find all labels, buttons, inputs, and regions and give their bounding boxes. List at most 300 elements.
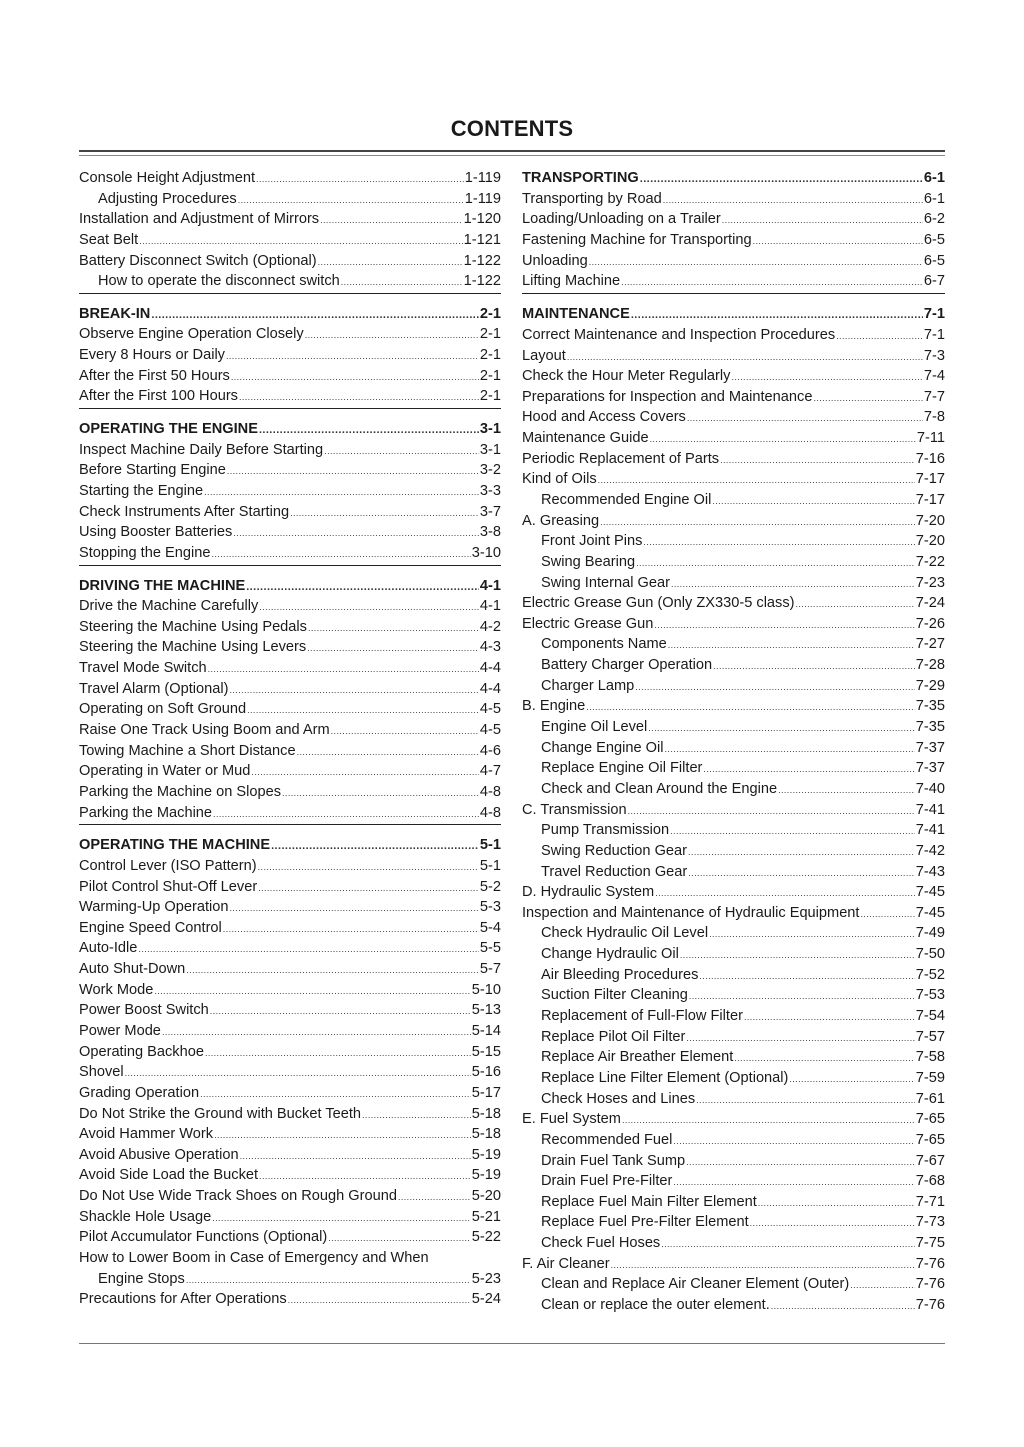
toc-entry[interactable] bbox=[522, 1068, 945, 1089]
toc-entry[interactable] bbox=[522, 655, 945, 676]
dot-leader bbox=[686, 1027, 914, 1049]
toc-entry-page: 3-8 bbox=[479, 524, 501, 541]
toc-entry[interactable] bbox=[79, 741, 501, 762]
toc-entry-page: 7-52 bbox=[915, 966, 945, 983]
dot-leader bbox=[670, 820, 915, 842]
dot-leader bbox=[205, 1042, 471, 1064]
dot-leader bbox=[713, 655, 915, 677]
toc-entry-page: 4-4 bbox=[479, 660, 501, 677]
toc-entry-page: 7-16 bbox=[915, 450, 945, 467]
toc-entry-page: 4-5 bbox=[479, 701, 501, 718]
toc-entry-page: 7-28 bbox=[915, 657, 945, 674]
toc-entry-page: 7-11 bbox=[916, 430, 945, 447]
toc-entry[interactable] bbox=[79, 1165, 501, 1186]
toc-entry-title: Hood and Access Covers bbox=[522, 409, 686, 426]
toc-entry-page: 7-68 bbox=[915, 1173, 945, 1190]
toc-entry-title: Stopping the Engine bbox=[79, 544, 211, 561]
toc-entry[interactable] bbox=[522, 407, 945, 428]
toc-left-column bbox=[79, 168, 501, 1310]
toc-entry-page: 7-27 bbox=[915, 636, 945, 653]
toc-entry[interactable] bbox=[79, 938, 501, 959]
toc-entry[interactable] bbox=[79, 782, 501, 803]
toc-entry-page: 7-37 bbox=[915, 739, 945, 756]
toc-entry-page: 4-3 bbox=[479, 639, 501, 656]
toc-entry[interactable] bbox=[522, 428, 945, 449]
toc-entry[interactable] bbox=[522, 271, 945, 292]
toc-entry[interactable] bbox=[522, 1295, 945, 1316]
toc-entry-title: Pilot Accumulator Functions (Optional) bbox=[79, 1229, 328, 1246]
toc-entry[interactable] bbox=[79, 1021, 501, 1042]
dot-leader bbox=[227, 460, 479, 482]
toc-entry-page: 7-40 bbox=[915, 780, 945, 797]
dot-leader bbox=[688, 862, 915, 884]
toc-entry[interactable] bbox=[79, 761, 501, 782]
toc-entry-title: Power Boost Switch bbox=[79, 1002, 209, 1019]
toc-entry-page: 7-75 bbox=[915, 1235, 945, 1252]
toc-entry-page: 5-13 bbox=[471, 1002, 501, 1019]
toc-entry-title: Avoid Hammer Work bbox=[79, 1126, 214, 1143]
toc-entry-page: 7-57 bbox=[915, 1028, 945, 1045]
toc-entry-title: Avoid Abusive Operation bbox=[79, 1146, 239, 1163]
dot-leader bbox=[687, 407, 923, 429]
dot-leader bbox=[307, 637, 479, 659]
dot-leader bbox=[341, 271, 463, 293]
toc-entry[interactable] bbox=[79, 856, 501, 877]
toc-entry-page: 6-5 bbox=[923, 252, 945, 269]
toc-entry-page: 7-45 bbox=[915, 904, 945, 921]
dot-leader bbox=[836, 325, 923, 347]
toc-entry-title: Travel Mode Switch bbox=[79, 660, 207, 677]
toc-entry-title: Maintenance Guide bbox=[522, 430, 649, 447]
page-title: CONTENTS bbox=[450, 116, 574, 141]
toc-entry[interactable] bbox=[522, 696, 945, 717]
toc-entry-title: Components Name bbox=[541, 636, 667, 653]
toc-entry[interactable] bbox=[522, 1254, 945, 1275]
toc-entry[interactable] bbox=[522, 1047, 945, 1068]
toc-entry[interactable] bbox=[79, 1227, 501, 1248]
dot-leader bbox=[686, 1151, 915, 1173]
toc-entry[interactable] bbox=[522, 1212, 945, 1233]
toc-entry-title: Check the Hour Meter Regularly bbox=[522, 368, 731, 385]
toc-entry[interactable] bbox=[522, 251, 945, 272]
toc-entry-title: C. Transmission bbox=[522, 801, 627, 818]
toc-entry-title: B. Engine bbox=[522, 698, 586, 715]
dot-leader bbox=[398, 1186, 471, 1208]
toc-entry-title: Travel Alarm (Optional) bbox=[79, 680, 229, 697]
section-divider bbox=[79, 824, 501, 835]
toc-entry-title: Drain Fuel Pre-Filter bbox=[541, 1173, 673, 1190]
dot-leader bbox=[598, 469, 915, 491]
toc-entry[interactable] bbox=[522, 779, 945, 800]
toc-entry[interactable] bbox=[522, 1171, 945, 1192]
toc-entry[interactable] bbox=[522, 346, 945, 367]
toc-entry[interactable] bbox=[522, 1192, 945, 1213]
toc-entry-page: 7-7 bbox=[923, 388, 945, 405]
toc-entry[interactable] bbox=[79, 345, 501, 366]
toc-entry-title: Replace Line Filter Element (Optional) bbox=[541, 1069, 789, 1086]
toc-entry-page: 1-119 bbox=[464, 170, 501, 186]
toc-entry-page: 7-1 bbox=[923, 326, 945, 343]
dot-leader bbox=[744, 1006, 915, 1028]
toc-entry-title: Auto-Idle bbox=[79, 940, 138, 957]
toc-section-heading[interactable] bbox=[79, 576, 501, 597]
toc-entry[interactable] bbox=[79, 1289, 501, 1310]
toc-entry[interactable] bbox=[522, 511, 945, 532]
toc-entry-page: 7-65 bbox=[915, 1131, 945, 1148]
toc-entry-title: Auto Shut-Down bbox=[79, 961, 186, 978]
toc-entry-title: Control Lever (ISO Pattern) bbox=[79, 857, 257, 874]
toc-entry[interactable] bbox=[522, 758, 945, 779]
toc-entry[interactable] bbox=[522, 490, 945, 511]
toc-entry[interactable] bbox=[79, 251, 501, 272]
dot-leader bbox=[720, 449, 915, 471]
toc-entry[interactable] bbox=[522, 449, 945, 470]
title-rule bbox=[79, 150, 945, 156]
dot-leader bbox=[778, 779, 915, 801]
toc-entry[interactable] bbox=[79, 617, 501, 638]
toc-entry-page: 7-8 bbox=[923, 409, 945, 426]
toc-entry-title: How to operate the disconnect switch bbox=[98, 273, 340, 290]
toc-entry-title: Change Engine Oil bbox=[541, 739, 664, 756]
toc-entry[interactable] bbox=[522, 230, 945, 251]
dot-leader bbox=[331, 720, 479, 742]
dot-leader bbox=[771, 1295, 915, 1317]
dot-leader bbox=[297, 741, 479, 763]
toc-entry[interactable] bbox=[522, 1151, 945, 1172]
toc-entry[interactable] bbox=[79, 522, 501, 543]
toc-entry-page: 7-29 bbox=[915, 677, 945, 694]
toc-entry-title: Layout bbox=[522, 347, 566, 364]
dot-leader bbox=[211, 543, 470, 565]
toc-entry-title: Inspection and Maintenance of Hydraulic Equipment bbox=[522, 904, 860, 921]
toc-entry[interactable] bbox=[79, 918, 501, 939]
toc-entry[interactable] bbox=[522, 717, 945, 738]
toc-entry[interactable] bbox=[522, 1006, 945, 1027]
toc-entry-title: Unloading bbox=[522, 252, 588, 269]
toc-entry[interactable] bbox=[522, 1027, 945, 1048]
toc-entry-title: F. Air Cleaner bbox=[522, 1255, 610, 1272]
toc-entry-title: Operating in Water or Mud bbox=[79, 763, 251, 780]
dot-leader bbox=[789, 1068, 914, 1090]
dot-leader bbox=[212, 1207, 471, 1229]
toc-entry-title: Swing Reduction Gear bbox=[541, 842, 688, 859]
toc-entry-page: 5-20 bbox=[471, 1188, 501, 1205]
toc-section-heading[interactable] bbox=[79, 835, 501, 856]
dot-leader bbox=[246, 576, 479, 598]
toc-entry-page: 7-71 bbox=[915, 1193, 945, 1210]
dot-leader bbox=[600, 511, 915, 533]
toc-entry-page: 4-1 bbox=[479, 598, 501, 615]
dot-leader bbox=[689, 985, 915, 1007]
toc-entry[interactable] bbox=[79, 386, 501, 407]
toc-entry[interactable] bbox=[79, 980, 501, 1001]
toc-entry-title: Transporting by Road bbox=[522, 190, 662, 207]
toc-entry[interactable] bbox=[79, 324, 501, 345]
toc-entry-title: Seat Belt bbox=[79, 231, 139, 248]
toc-entry[interactable] bbox=[79, 1000, 501, 1021]
dot-leader bbox=[663, 189, 923, 211]
toc-entry[interactable] bbox=[522, 1233, 945, 1254]
toc-entry-page: 5-18 bbox=[471, 1126, 501, 1143]
toc-entry[interactable] bbox=[522, 531, 945, 552]
toc-entry-page: 6-5 bbox=[923, 231, 945, 248]
dot-leader bbox=[320, 209, 463, 231]
toc-entry[interactable] bbox=[522, 366, 945, 387]
toc-entry-page: 5-14 bbox=[471, 1022, 501, 1039]
toc-entry-title: Swing Internal Gear bbox=[541, 574, 670, 591]
toc-entry-title: Adjusting Procedures bbox=[98, 190, 237, 207]
toc-entry[interactable] bbox=[79, 1042, 501, 1063]
dot-leader bbox=[258, 856, 479, 878]
toc-entry[interactable] bbox=[522, 614, 945, 635]
toc-entry-page: 5-4 bbox=[479, 919, 501, 936]
toc-entry-title: MAINTENANCE bbox=[522, 306, 630, 323]
dot-leader bbox=[640, 168, 923, 190]
dot-leader bbox=[860, 903, 914, 925]
toc-entry[interactable] bbox=[522, 985, 945, 1006]
toc-entry[interactable] bbox=[79, 1124, 501, 1145]
toc-entry[interactable] bbox=[522, 882, 945, 903]
dot-leader bbox=[200, 1083, 471, 1105]
toc-entry[interactable] bbox=[522, 923, 945, 944]
toc-entry[interactable] bbox=[79, 1207, 501, 1228]
toc-entry[interactable] bbox=[522, 676, 945, 697]
toc-entry-title: Steering the Machine Using Levers bbox=[79, 639, 307, 656]
toc-entry-page: 7-67 bbox=[915, 1152, 945, 1169]
toc-entry-title: TRANSPORTING bbox=[522, 170, 639, 186]
toc-entry-page: 6-1 bbox=[923, 190, 945, 207]
dot-leader bbox=[709, 923, 915, 945]
dot-leader bbox=[223, 918, 479, 940]
toc-entry-title: Pilot Control Shut-Off Lever bbox=[79, 878, 258, 895]
toc-entry-title: Drive the Machine Carefully bbox=[79, 598, 259, 615]
toc-entry-title: Precautions for After Operations bbox=[79, 1291, 287, 1308]
toc-entry[interactable] bbox=[79, 658, 501, 679]
toc-entry[interactable] bbox=[522, 944, 945, 965]
toc-entry[interactable] bbox=[79, 1145, 501, 1166]
toc-entry[interactable] bbox=[79, 877, 501, 898]
dot-leader bbox=[699, 965, 914, 987]
dot-leader bbox=[231, 366, 479, 388]
toc-entry-title: Replace Engine Oil Filter bbox=[541, 760, 703, 777]
dot-leader bbox=[813, 387, 922, 409]
toc-entry-title: A. Greasing bbox=[522, 512, 600, 529]
toc-entry-page: 5-19 bbox=[471, 1146, 501, 1163]
toc-entry-page: 7-65 bbox=[915, 1111, 945, 1128]
toc-entry-title: Work Mode bbox=[79, 981, 154, 998]
dot-leader bbox=[796, 593, 915, 615]
toc-entry[interactable] bbox=[522, 800, 945, 821]
toc-entry-page: 7-35 bbox=[915, 719, 945, 736]
toc-entry-title: Suction Filter Cleaning bbox=[541, 987, 688, 1004]
toc-entry-page: 5-17 bbox=[471, 1084, 501, 1101]
dot-leader bbox=[758, 1192, 915, 1214]
toc-entry-page: 5-3 bbox=[479, 899, 501, 916]
toc-entry[interactable] bbox=[79, 1248, 501, 1269]
dot-leader bbox=[151, 304, 479, 326]
toc-entry[interactable] bbox=[79, 209, 501, 230]
toc-entry[interactable] bbox=[522, 552, 945, 573]
toc-entry[interactable] bbox=[522, 634, 945, 655]
dot-leader bbox=[230, 897, 479, 919]
dot-leader bbox=[305, 324, 479, 346]
section-divider bbox=[79, 408, 501, 419]
toc-entry[interactable] bbox=[79, 481, 501, 502]
toc-entry-page: 4-2 bbox=[479, 618, 501, 635]
toc-entry-title: Check Fuel Hoses bbox=[541, 1235, 661, 1252]
dot-leader bbox=[318, 251, 463, 273]
toc-entry-page: 7-4 bbox=[923, 368, 945, 385]
toc-entry-page: 5-24 bbox=[471, 1291, 501, 1308]
dot-leader bbox=[162, 1021, 471, 1043]
toc-entry-page: 5-22 bbox=[471, 1229, 501, 1246]
toc-entry-title: Electric Grease Gun (Only ZX330-5 class) bbox=[522, 595, 795, 612]
toc-entry[interactable] bbox=[79, 1186, 501, 1207]
toc-entry-page: 7-20 bbox=[915, 512, 945, 529]
dot-leader bbox=[233, 522, 479, 544]
toc-section-heading[interactable] bbox=[522, 168, 945, 189]
dot-leader bbox=[661, 1233, 915, 1255]
dot-leader bbox=[650, 428, 916, 450]
toc-entry[interactable] bbox=[79, 271, 501, 292]
toc-entry[interactable] bbox=[522, 965, 945, 986]
dot-leader bbox=[288, 1289, 471, 1311]
dot-leader bbox=[226, 345, 479, 367]
toc-entry-page: 7-50 bbox=[915, 946, 945, 963]
toc-entry-title: Installation and Adjustment of Mirrors bbox=[79, 211, 320, 228]
toc-entry[interactable] bbox=[522, 1130, 945, 1151]
toc-entry-page: 5-15 bbox=[471, 1043, 501, 1060]
toc-entry[interactable] bbox=[522, 1109, 945, 1130]
dot-leader bbox=[238, 189, 464, 211]
toc-entry-page: 5-21 bbox=[471, 1208, 501, 1225]
toc-entry[interactable] bbox=[79, 168, 501, 189]
toc-entry[interactable] bbox=[79, 959, 501, 980]
toc-entry-page: 7-24 bbox=[915, 595, 945, 612]
toc-entry[interactable] bbox=[79, 1104, 501, 1125]
toc-entry-page: 5-1 bbox=[479, 857, 501, 874]
dot-leader bbox=[753, 230, 923, 252]
toc-entry[interactable] bbox=[522, 1274, 945, 1295]
toc-entry-title: Battery Disconnect Switch (Optional) bbox=[79, 252, 317, 269]
toc-entry[interactable] bbox=[522, 593, 945, 614]
toc-entry-page: 7-41 bbox=[915, 801, 945, 818]
dot-leader bbox=[586, 696, 914, 718]
dot-leader bbox=[703, 758, 914, 780]
toc-entry-page: 5-16 bbox=[471, 1064, 501, 1081]
toc-entry[interactable] bbox=[522, 738, 945, 759]
dot-leader bbox=[247, 699, 479, 721]
toc-entry-page: 7-42 bbox=[915, 842, 945, 859]
toc-entry-page: 5-23 bbox=[471, 1270, 501, 1287]
toc-entry-title: Kind of Oils bbox=[522, 471, 597, 488]
toc-entry-page: 7-61 bbox=[915, 1090, 945, 1107]
toc-entry[interactable] bbox=[79, 440, 501, 461]
dot-leader bbox=[750, 1212, 915, 1234]
toc-entry[interactable] bbox=[522, 841, 945, 862]
toc-entry-page: 1-121 bbox=[463, 231, 501, 248]
toc-entry[interactable] bbox=[79, 543, 501, 564]
toc-entry-page: 7-17 bbox=[915, 492, 945, 508]
toc-entry[interactable] bbox=[79, 1062, 501, 1083]
toc-entry-title: Before Starting Engine bbox=[79, 462, 226, 479]
toc-entry-title: Warming-Up Operation bbox=[79, 899, 229, 916]
toc-entry[interactable] bbox=[79, 1083, 501, 1104]
toc-entry-title: Parking the Machine bbox=[79, 804, 213, 821]
toc-entry[interactable] bbox=[522, 903, 945, 924]
dot-leader bbox=[214, 1124, 471, 1146]
dot-leader bbox=[154, 980, 470, 1002]
toc-entry[interactable] bbox=[522, 325, 945, 346]
toc-entry[interactable] bbox=[522, 862, 945, 883]
toc-entry-title: Engine Speed Control bbox=[79, 919, 222, 936]
toc-entry[interactable] bbox=[79, 699, 501, 720]
toc-entry[interactable] bbox=[79, 596, 501, 617]
dot-leader bbox=[259, 596, 479, 618]
dot-leader bbox=[655, 882, 915, 904]
toc-entry-page: 3-1 bbox=[479, 421, 501, 438]
toc-entry-page: 2-1 bbox=[479, 347, 501, 364]
toc-entry-page: 7-59 bbox=[915, 1069, 945, 1086]
dot-leader bbox=[654, 614, 914, 636]
dot-leader bbox=[712, 490, 914, 512]
toc-entry-page: 3-3 bbox=[479, 482, 501, 499]
toc-entry[interactable] bbox=[79, 897, 501, 918]
dot-leader bbox=[258, 877, 479, 899]
toc-entry[interactable] bbox=[522, 573, 945, 594]
dot-leader bbox=[210, 1000, 471, 1022]
toc-entry-title: Do Not Use Wide Track Shoes on Rough Ground bbox=[79, 1188, 397, 1205]
toc-entry[interactable] bbox=[522, 820, 945, 841]
toc-entry-page: 7-54 bbox=[915, 1008, 945, 1025]
section-divider bbox=[79, 293, 501, 304]
toc-entry[interactable] bbox=[79, 189, 501, 210]
dot-leader bbox=[680, 944, 915, 966]
toc-entry-title: Change Hydraulic Oil bbox=[541, 946, 679, 963]
toc-entry[interactable] bbox=[79, 366, 501, 387]
toc-entry[interactable] bbox=[522, 387, 945, 408]
toc-entry-title: Preparations for Inspection and Maintenance bbox=[522, 388, 813, 405]
toc-entry[interactable] bbox=[79, 679, 501, 700]
dot-leader bbox=[688, 841, 915, 863]
toc-entry[interactable] bbox=[79, 502, 501, 523]
toc-entry-page: 6-1 bbox=[923, 170, 945, 186]
toc-entry[interactable] bbox=[522, 469, 945, 490]
toc-entry-page: 7-17 bbox=[915, 471, 945, 488]
dot-leader bbox=[239, 386, 479, 408]
toc-entry[interactable] bbox=[522, 1089, 945, 1110]
toc-entry[interactable] bbox=[79, 1269, 501, 1290]
dot-leader bbox=[850, 1274, 915, 1296]
toc-section-heading[interactable] bbox=[79, 419, 501, 440]
toc-entry[interactable] bbox=[522, 209, 945, 230]
toc-entry[interactable] bbox=[522, 189, 945, 210]
toc-entry-page: 7-76 bbox=[915, 1276, 945, 1293]
toc-section-heading[interactable] bbox=[522, 304, 945, 325]
toc-entry[interactable] bbox=[79, 803, 501, 824]
toc-entry[interactable] bbox=[79, 460, 501, 481]
toc-entry[interactable] bbox=[79, 720, 501, 741]
dot-leader bbox=[125, 1062, 471, 1084]
toc-entry-title: Operating on Soft Ground bbox=[79, 701, 247, 718]
toc-entry[interactable] bbox=[79, 637, 501, 658]
dot-leader bbox=[251, 761, 478, 783]
toc-section-heading[interactable] bbox=[79, 304, 501, 325]
toc-entry-title: Lifting Machine bbox=[522, 273, 621, 290]
toc-entry-page: 1-120 bbox=[463, 211, 501, 228]
toc-entry-title: Steering the Machine Using Pedals bbox=[79, 618, 307, 635]
toc-entry[interactable] bbox=[79, 230, 501, 251]
